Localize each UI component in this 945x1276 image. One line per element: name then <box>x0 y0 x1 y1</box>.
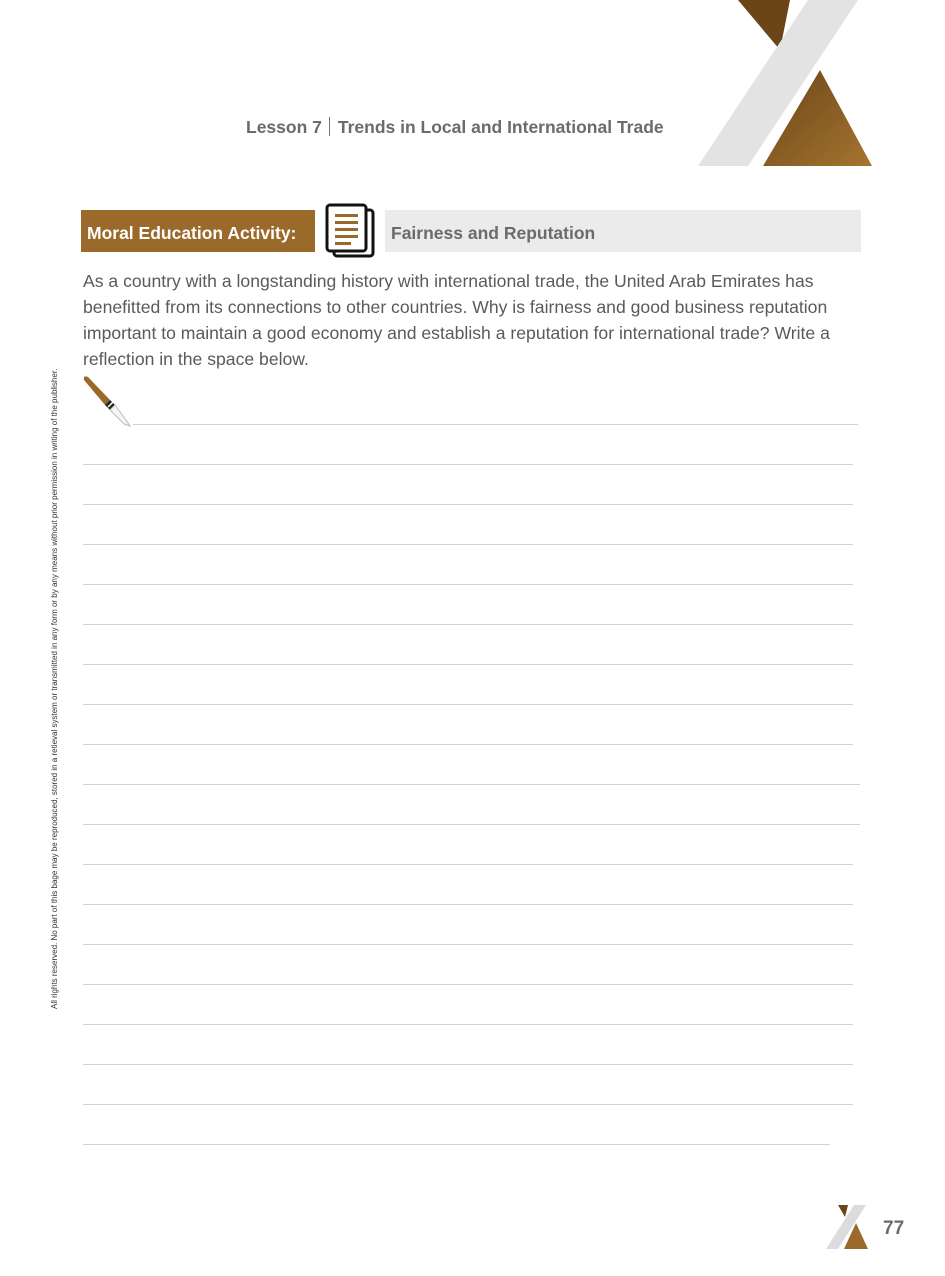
writing-line[interactable] <box>83 744 853 745</box>
lesson-header <box>246 117 664 138</box>
writing-line[interactable] <box>83 1104 853 1105</box>
writing-line[interactable] <box>83 624 853 625</box>
activity-label: Moral Education Activity: <box>81 210 315 252</box>
lesson-title: Trends in Local and International Trade <box>337 117 664 137</box>
corner-logo <box>690 0 880 170</box>
writing-line[interactable] <box>133 424 858 425</box>
writing-line[interactable] <box>83 1144 830 1145</box>
writing-line[interactable] <box>83 864 853 865</box>
copyright-notice: All rights reserved. No part of this bage may be reproduced, stored in a retieval system or transmitted in any form or by any means without prior permission in writing of the publisher. <box>50 368 59 1009</box>
footer-logo <box>826 1205 870 1250</box>
writing-line[interactable] <box>83 824 860 825</box>
writing-line[interactable] <box>83 464 853 465</box>
activity-prompt: As a country with a longstanding history with international trade, the United Arab Emirates has benefitted from its connections to other countries. Why is fairness and good business reputation important to maintain a good economy and establish a reputation for international trade? Write a reflection in the space below. <box>83 271 830 369</box>
header-divider <box>329 117 330 136</box>
writing-line[interactable] <box>83 704 853 705</box>
page-number: 77 <box>883 1218 905 1239</box>
activity-title: Fairness and Reputation <box>385 210 861 252</box>
writing-line[interactable] <box>83 1024 853 1025</box>
writing-line[interactable] <box>83 904 853 905</box>
writing-line[interactable] <box>83 584 853 585</box>
document-icon <box>324 203 376 259</box>
writing-line[interactable] <box>83 944 853 945</box>
writing-line[interactable] <box>83 664 853 665</box>
writing-line[interactable] <box>83 784 860 785</box>
writing-line[interactable] <box>83 984 853 985</box>
writing-line[interactable] <box>83 1064 853 1065</box>
paintbrush-icon <box>80 374 136 428</box>
writing-line[interactable] <box>83 504 853 505</box>
writing-line[interactable] <box>83 544 853 545</box>
lesson-number: Lesson 7 <box>246 117 322 137</box>
